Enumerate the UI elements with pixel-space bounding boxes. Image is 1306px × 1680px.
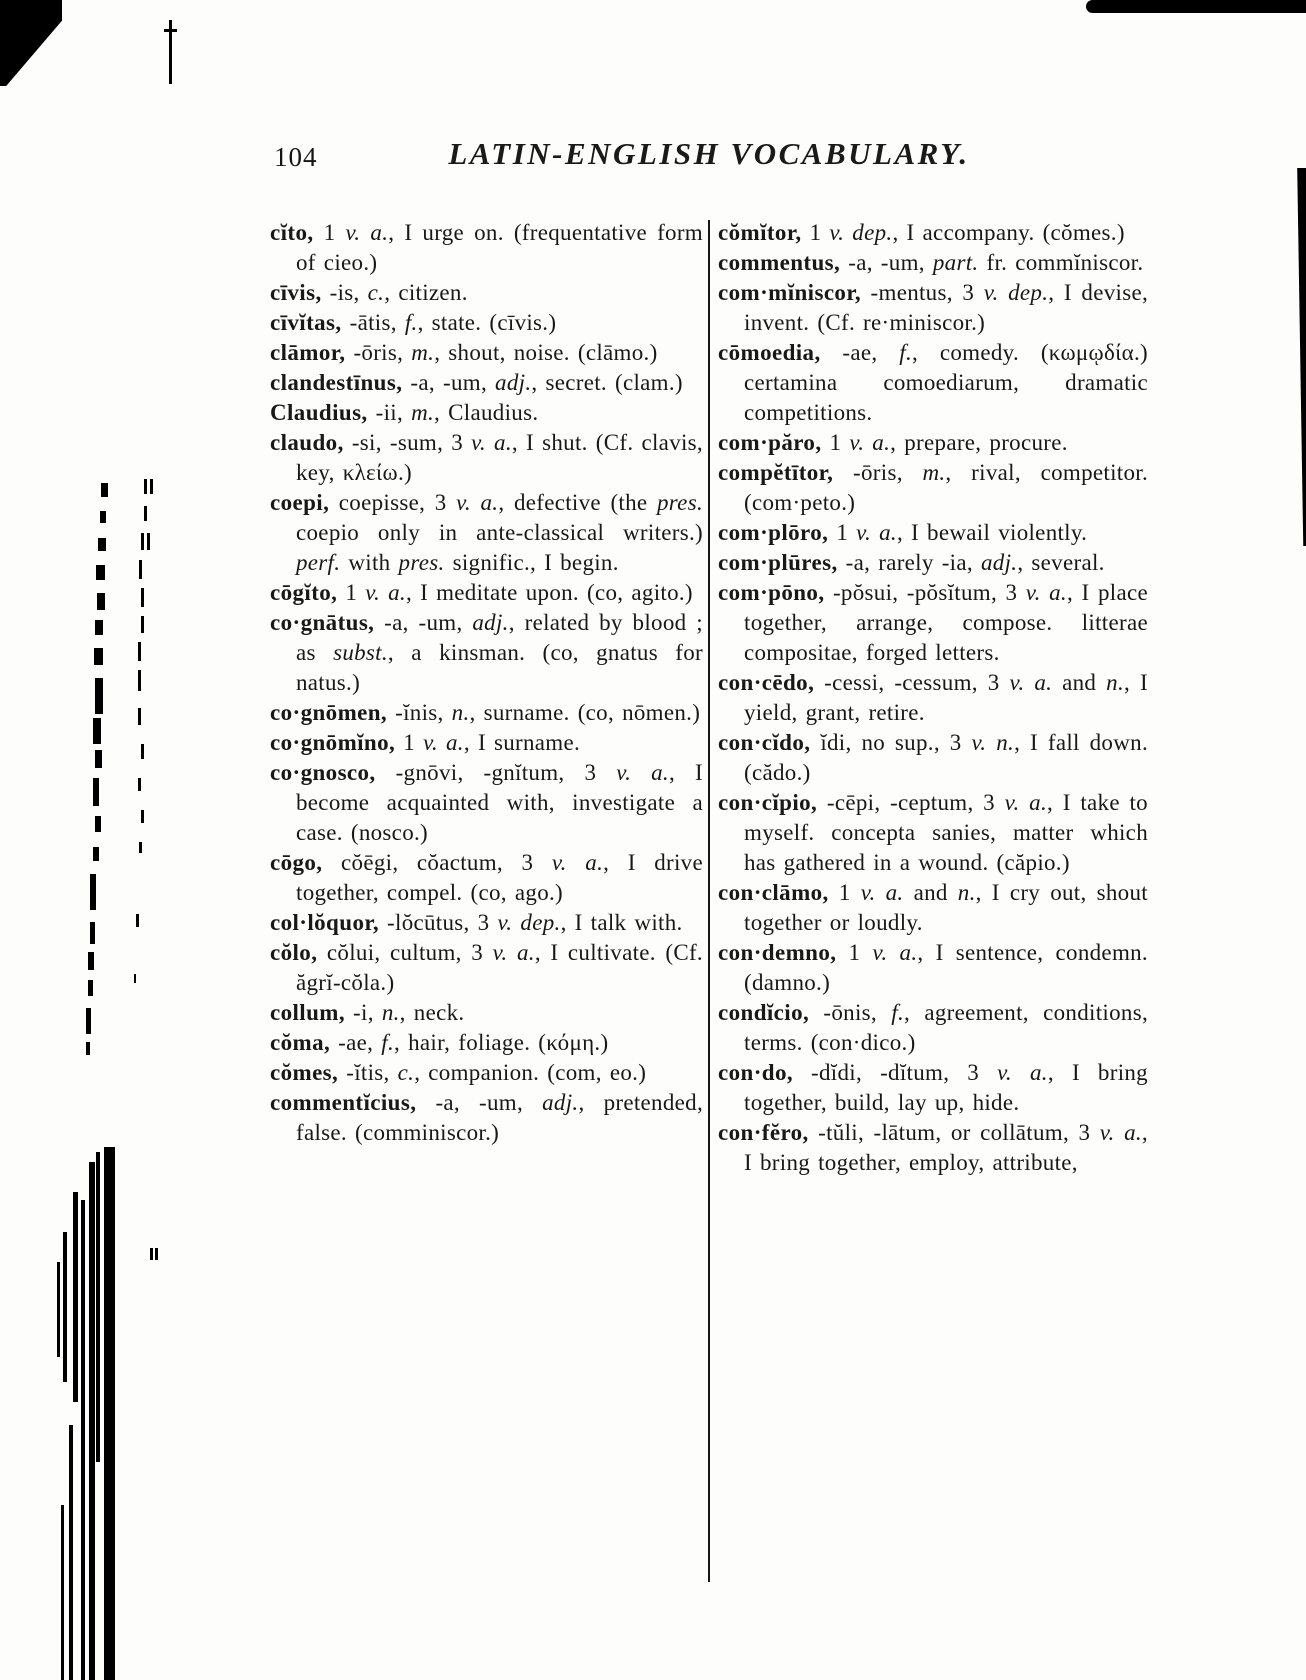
entry-text: 1 bbox=[828, 880, 861, 905]
scan-artifact-speck bbox=[95, 816, 101, 832]
headword: cŏma, bbox=[270, 1030, 331, 1055]
headword: co·gnosco, bbox=[270, 760, 376, 785]
vocab-entry bbox=[718, 998, 1148, 1058]
headword: commentĭcius, bbox=[270, 1090, 417, 1115]
scan-artifact-speck bbox=[96, 565, 105, 580]
scan-artifact-top-bar bbox=[1086, 0, 1306, 13]
entry-text: , I become acquainted with, investigate a case. (nosco.) bbox=[296, 760, 703, 845]
headword: commentus, bbox=[718, 250, 841, 275]
scan-artifact-speck bbox=[100, 511, 106, 523]
entry-text: n. bbox=[381, 1000, 400, 1025]
headword: coepi, bbox=[270, 490, 330, 515]
scan-artifact-speck bbox=[97, 593, 105, 610]
entry-text: -mentus, 3 bbox=[860, 280, 984, 305]
entry-text: , rival, competitor. (com·peto.) bbox=[744, 460, 1148, 515]
entry-text: , neck. bbox=[399, 1000, 465, 1025]
entry-text: , shout, noise. (clāmo.) bbox=[434, 340, 658, 365]
entry-text: -i, bbox=[345, 1000, 382, 1025]
scan-artifact-speck bbox=[139, 842, 142, 853]
scan-artifact-pen-mark bbox=[169, 20, 172, 84]
entry-text: v. a. bbox=[551, 850, 604, 875]
entry-text: , I surname. bbox=[463, 730, 581, 755]
entry-text: 1 bbox=[801, 220, 830, 245]
entry-text: cŏlui, cultum, 3 bbox=[317, 940, 493, 965]
entry-text: adj. bbox=[495, 370, 532, 395]
vocab-entry bbox=[270, 1058, 703, 1088]
entry-text: 1 bbox=[337, 580, 366, 605]
headword: com·plōro, bbox=[718, 520, 829, 545]
entry-text: -a, -um, bbox=[402, 370, 496, 395]
entry-text: adj. bbox=[472, 610, 509, 635]
entry-text: pres. bbox=[656, 490, 703, 515]
scan-artifact-speck bbox=[101, 483, 108, 497]
headword: cōmoedia, bbox=[718, 340, 821, 365]
entry-text: part. bbox=[932, 250, 979, 275]
entry-text: v. n. bbox=[971, 730, 1015, 755]
entry-text: and bbox=[1052, 670, 1107, 695]
scan-artifact-corner bbox=[0, 0, 62, 86]
headword: co·gnōmen, bbox=[270, 700, 388, 725]
headword: con·cĭdo, bbox=[718, 730, 811, 755]
entry-text: , secret. (clam.) bbox=[531, 370, 683, 395]
entry-text: v. a. bbox=[1025, 580, 1067, 605]
vocab-entry bbox=[270, 848, 703, 908]
entry-text: -pŏsui, -pŏsĭtum, 3 bbox=[824, 580, 1026, 605]
entry-text: -a, -um, bbox=[416, 1090, 543, 1115]
entry-text: v. a. bbox=[471, 430, 512, 455]
entry-text: v. a. bbox=[423, 730, 464, 755]
vocab-entry bbox=[718, 338, 1148, 428]
entry-text: , I sentence, condemn. (damno.) bbox=[744, 940, 1148, 995]
entry-text: m. bbox=[411, 400, 435, 425]
headword: clāmor, bbox=[270, 340, 346, 365]
scan-artifact-speck bbox=[150, 479, 153, 494]
entry-text: v. a. bbox=[872, 940, 918, 965]
entry-text: n. bbox=[451, 700, 470, 725]
vocab-entry bbox=[270, 398, 703, 428]
vocab-entry bbox=[270, 308, 703, 338]
headword: cōgo, bbox=[270, 850, 323, 875]
entry-text: v. dep. bbox=[497, 910, 561, 935]
entry-text: , companion. (com, eo.) bbox=[414, 1060, 647, 1085]
entry-text: -is, bbox=[321, 280, 368, 305]
scan-artifact-speck bbox=[90, 874, 96, 910]
entry-text: , I urge on. (frequentative form of cieo.) bbox=[296, 220, 703, 275]
entry-text: subst. bbox=[333, 640, 388, 665]
headword: cīvĭtas, bbox=[270, 310, 342, 335]
headword: collum, bbox=[270, 1000, 345, 1025]
entry-text: v. a. bbox=[1099, 1120, 1142, 1145]
entry-text: v. a. bbox=[997, 1060, 1048, 1085]
scan-artifact-gutter-bar bbox=[89, 1162, 95, 1680]
entry-text: 1 bbox=[395, 730, 424, 755]
entry-text: c. bbox=[367, 280, 385, 305]
vocab-entry bbox=[270, 218, 703, 278]
vocab-entry bbox=[718, 1118, 1148, 1178]
vocab-entry bbox=[718, 668, 1148, 728]
headword: co·gnātus, bbox=[270, 610, 375, 635]
scan-artifact-speck bbox=[86, 1008, 91, 1034]
entry-text: v. dep. bbox=[983, 280, 1049, 305]
entry-text: f. bbox=[381, 1030, 395, 1055]
entry-text: -cēpi, -ceptum, 3 bbox=[817, 790, 1005, 815]
scan-artifact-gutter-bar bbox=[63, 1232, 67, 1382]
scan-artifact-speck bbox=[155, 1248, 158, 1260]
scan-artifact-speck bbox=[144, 506, 147, 521]
entry-text: , citizen. bbox=[384, 280, 468, 305]
entry-text: f. bbox=[891, 1000, 904, 1025]
entry-text: coepisse, 3 bbox=[329, 490, 457, 515]
entry-text: , I cultivate. (Cf. ăgrĭ-cŏla.) bbox=[296, 940, 703, 995]
headword: cīvis, bbox=[270, 280, 322, 305]
scan-artifact-speck bbox=[150, 1248, 153, 1260]
scan-artifact-speck bbox=[139, 560, 142, 579]
headword: col·lŏquor, bbox=[270, 910, 379, 935]
entry-text: , prepare, procure. bbox=[890, 430, 1068, 455]
scan-artifact-speck bbox=[95, 620, 103, 635]
headword: con·cēdo, bbox=[718, 670, 815, 695]
vocab-entry bbox=[270, 938, 703, 998]
entry-text: m. bbox=[411, 340, 435, 365]
vocab-entry bbox=[718, 578, 1148, 668]
headword: condĭcio, bbox=[718, 1000, 810, 1025]
vocab-entry bbox=[718, 278, 1148, 338]
entry-text: f. bbox=[404, 310, 418, 335]
entry-text: -ōris, bbox=[833, 460, 923, 485]
entry-text: , I talk with. bbox=[560, 910, 683, 935]
entry-text: -gnōvi, -gnĭtum, 3 bbox=[375, 760, 617, 785]
vocab-entry bbox=[270, 728, 703, 758]
vocab-entry bbox=[718, 788, 1148, 878]
entry-text: cŏēgi, cŏactum, 3 bbox=[322, 850, 552, 875]
scan-artifact-speck bbox=[95, 750, 102, 768]
vocab-entry bbox=[718, 248, 1148, 278]
entry-text: , I accompany. (cŏmes.) bbox=[892, 220, 1125, 245]
vocab-entry bbox=[270, 1088, 703, 1148]
entry-text: -dĭdi, -dĭtum, 3 bbox=[793, 1060, 998, 1085]
entry-text: -lŏcūtus, 3 bbox=[379, 910, 498, 935]
entry-text: , surname. (co, nōmen.) bbox=[469, 700, 701, 725]
entry-text: v. dep. bbox=[829, 220, 893, 245]
scan-artifact-speck bbox=[138, 670, 141, 691]
vocab-entry bbox=[270, 578, 703, 608]
scan-artifact-speck bbox=[136, 914, 139, 927]
entry-text: -ōnis, bbox=[809, 1000, 892, 1025]
scan-artifact-speck bbox=[141, 744, 144, 759]
entry-text: adj. bbox=[542, 1090, 579, 1115]
headword: com·plūres, bbox=[718, 550, 838, 575]
vocab-entry bbox=[718, 218, 1148, 248]
entry-text: -ōris, bbox=[345, 340, 412, 365]
headword: con·demno, bbox=[718, 940, 837, 965]
entry-text: -a, -um, bbox=[840, 250, 933, 275]
entry-text: n. bbox=[1106, 670, 1125, 695]
entry-text: , pretended, false. (comminiscor.) bbox=[296, 1090, 703, 1145]
entry-text: m. bbox=[922, 460, 946, 485]
scan-artifact-speck bbox=[141, 588, 144, 607]
entry-text: and bbox=[903, 880, 958, 905]
entry-text: v. a. bbox=[456, 490, 499, 515]
entry-text: fr. commĭniscor. bbox=[978, 250, 1144, 275]
entry-text: -si, -sum, 3 bbox=[343, 430, 472, 455]
headword: cŏlo, bbox=[270, 940, 318, 965]
entry-text: , I take to myself. concepta sanies, matter which has gathered in a wound. (căpio.) bbox=[744, 790, 1148, 875]
scan-artifact-gutter-bar bbox=[69, 1425, 73, 1680]
entry-text: , I bring together, build, lay up, hide. bbox=[744, 1060, 1148, 1115]
entry-text: with bbox=[340, 550, 399, 575]
scan-artifact-speck bbox=[95, 678, 103, 714]
page-title: LATIN-ENGLISH VOCABULARY. bbox=[448, 136, 970, 171]
vocab-entry bbox=[718, 728, 1148, 788]
entry-text: , I shut. (Cf. clavis, key, κλείω.) bbox=[296, 430, 703, 485]
entry-text: ĭdi, no sup., 3 bbox=[810, 730, 972, 755]
vocab-entry bbox=[718, 428, 1148, 458]
entry-text: adj. bbox=[980, 550, 1018, 575]
headword: compĕtītor, bbox=[718, 460, 834, 485]
entry-text: , I place together, arrange, compose. litterae compositae, forged letters. bbox=[744, 580, 1148, 665]
entry-text: 1 bbox=[836, 940, 873, 965]
headword: cōgĭto, bbox=[270, 580, 338, 605]
entry-text: , comedy. (κωμῳδία.) certamina comoediarum, dramatic competitions. bbox=[744, 340, 1148, 425]
headword: con·do, bbox=[718, 1060, 794, 1085]
vocab-entry bbox=[270, 338, 703, 368]
vocab-entry bbox=[270, 278, 703, 308]
column-right bbox=[718, 218, 1148, 1618]
entry-text: , related by blood ; as bbox=[296, 610, 703, 665]
entry-text: f. bbox=[899, 340, 913, 365]
entry-text: -ae, bbox=[820, 340, 900, 365]
entry-text: c. bbox=[397, 1060, 415, 1085]
entry-text: , Claudius. bbox=[434, 400, 539, 425]
entry-text: , hair, foliage. (κόμη.) bbox=[394, 1030, 609, 1055]
headword: con·cĭpio, bbox=[718, 790, 818, 815]
entry-text: -tŭli, -lātum, or collātum, 3 bbox=[808, 1120, 1100, 1145]
vocab-entry bbox=[270, 368, 703, 398]
entry-text: , I bring together, employ, attribute, bbox=[744, 1120, 1148, 1175]
vocab-entry bbox=[270, 488, 703, 578]
vocab-entry bbox=[718, 938, 1148, 998]
scan-artifact-gutter-bar bbox=[73, 1192, 78, 1402]
entry-text: -ii, bbox=[367, 400, 412, 425]
entry-text: -a, rarely -ia, bbox=[837, 550, 981, 575]
headword: Claudius, bbox=[270, 400, 368, 425]
scan-artifact-speck bbox=[86, 1042, 90, 1055]
entry-text: signific., I begin. bbox=[444, 550, 619, 575]
page-header bbox=[270, 136, 1148, 182]
scan-artifact-gutter-bar bbox=[61, 1505, 64, 1680]
entry-text: v. a. bbox=[345, 220, 389, 245]
scan-artifact-gutter-bar bbox=[104, 1147, 115, 1680]
headword: con·clāmo, bbox=[718, 880, 829, 905]
vocabulary-columns bbox=[270, 218, 1148, 1618]
headword: com·păro, bbox=[718, 430, 822, 455]
headword: cŏmes, bbox=[270, 1060, 339, 1085]
vocab-entry bbox=[270, 428, 703, 488]
entry-text: coepio only in ante-classical writers.) bbox=[296, 520, 703, 545]
headword: cĭto, bbox=[270, 220, 314, 245]
headword: clandestīnus, bbox=[270, 370, 403, 395]
entry-text: v. a. bbox=[856, 520, 897, 545]
entry-text: -ae, bbox=[330, 1030, 382, 1055]
scan-artifact-speck bbox=[88, 980, 93, 996]
scan-artifact-speck bbox=[98, 538, 106, 551]
scan-artifact-gutter-bar bbox=[57, 1262, 60, 1357]
headword: con·fĕro, bbox=[718, 1120, 809, 1145]
vocab-entry bbox=[270, 758, 703, 848]
entry-text: , I cry out, shout together or loudly. bbox=[744, 880, 1148, 935]
scan-artifact-speck bbox=[138, 642, 141, 661]
entry-text: , I devise, invent. (Cf. re·miniscor.) bbox=[744, 280, 1148, 335]
entry-text: -cessi, -cessum, 3 bbox=[814, 670, 1010, 695]
entry-text: v. a. bbox=[849, 430, 891, 455]
entry-text: perf. bbox=[296, 550, 341, 575]
scan-artifact-speck bbox=[93, 718, 101, 744]
scan-artifact-speck bbox=[88, 952, 94, 970]
scan-artifact-gutter-bar bbox=[96, 1152, 100, 1462]
entry-text: -ĭnis, bbox=[387, 700, 452, 725]
scan-artifact-speck bbox=[93, 847, 99, 861]
vocab-entry bbox=[270, 1028, 703, 1058]
entry-text: , agreement, conditions, terms. (con·dico.) bbox=[744, 1000, 1148, 1055]
headword: co·gnōmĭno, bbox=[270, 730, 396, 755]
entry-text: , state. (cīvis.) bbox=[417, 310, 557, 335]
headword: com·mĭniscor, bbox=[718, 280, 861, 305]
column-left bbox=[270, 218, 703, 1618]
entry-text: v. a. bbox=[616, 760, 669, 785]
vocab-entry bbox=[718, 1058, 1148, 1118]
entry-text: v. a. bbox=[365, 580, 406, 605]
scan-artifact-speck bbox=[138, 778, 141, 791]
entry-text: 1 bbox=[313, 220, 346, 245]
vocab-entry bbox=[270, 698, 703, 728]
entry-text: , I drive together, compel. (co, ago.) bbox=[296, 850, 703, 905]
entry-text: , I bewail violently. bbox=[896, 520, 1088, 545]
entry-text: 1 bbox=[821, 430, 850, 455]
headword: claudo, bbox=[270, 430, 344, 455]
entry-text: , a kinsman. (co, gnatus for natus.) bbox=[296, 640, 703, 695]
entry-text: pres. bbox=[398, 550, 445, 575]
vocab-entry bbox=[270, 998, 703, 1028]
headword: com·pōno, bbox=[718, 580, 825, 605]
entry-text: v. a. bbox=[1004, 790, 1047, 815]
scan-artifact-speck bbox=[93, 778, 99, 806]
entry-text: v. a. bbox=[492, 940, 535, 965]
scan-artifact-speck bbox=[141, 616, 144, 633]
scan-artifact-speck bbox=[144, 479, 147, 494]
scan-artifact-gutter-bar bbox=[81, 1200, 85, 1680]
scan-artifact-speck bbox=[141, 810, 144, 823]
vocab-entry bbox=[718, 878, 1148, 938]
scan-artifact-right-wedge bbox=[1295, 168, 1306, 546]
entry-text: n. bbox=[957, 880, 976, 905]
scan-artifact-speck bbox=[138, 708, 141, 725]
headword: cŏmĭtor, bbox=[718, 220, 802, 245]
entry-text: -ĭtis, bbox=[338, 1060, 398, 1085]
scan-artifact-speck bbox=[147, 533, 150, 550]
vocab-entry bbox=[718, 548, 1148, 578]
page-number: 104 bbox=[274, 142, 318, 172]
scan-artifact-speck bbox=[141, 533, 144, 550]
vocab-entry bbox=[718, 518, 1148, 548]
entry-text: , I yield, grant, retire. bbox=[744, 670, 1148, 725]
scan-artifact-speck bbox=[134, 974, 136, 983]
vocab-entry bbox=[718, 458, 1148, 518]
entry-text: 1 bbox=[828, 520, 857, 545]
vocab-entry bbox=[270, 608, 703, 698]
scan-artifact-speck bbox=[90, 922, 95, 944]
entry-text: , I fall down. (cădo.) bbox=[744, 730, 1148, 785]
entry-text: -ātis, bbox=[341, 310, 405, 335]
entry-text: , I meditate upon. (co, agito.) bbox=[405, 580, 693, 605]
vocab-entry bbox=[270, 908, 703, 938]
scan-artifact-speck bbox=[94, 648, 103, 665]
entry-text: , defective (the bbox=[498, 490, 657, 515]
entry-text: , several. bbox=[1017, 550, 1105, 575]
entry-text: v. a. bbox=[1009, 670, 1053, 695]
entry-text: v. a. bbox=[860, 880, 904, 905]
entry-text: -a, -um, bbox=[374, 610, 473, 635]
